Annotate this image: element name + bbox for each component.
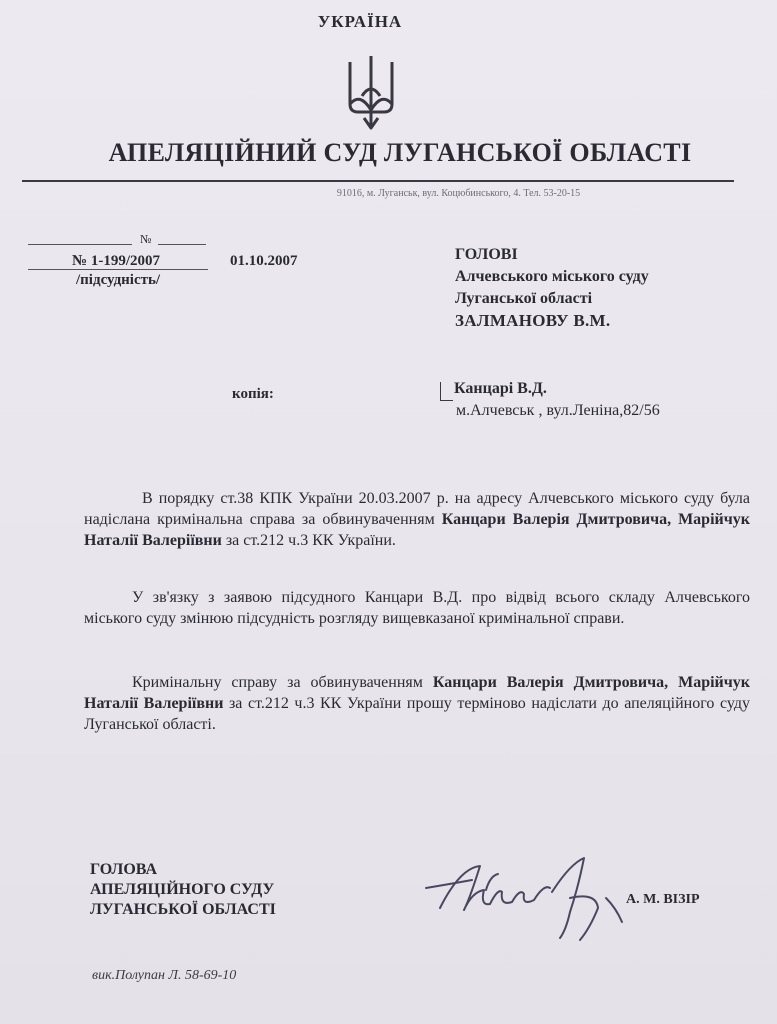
blank-line — [28, 243, 132, 245]
reference-number: № 1-199/2007 — [72, 253, 160, 269]
signatory-title-line2: АПЕЛЯЦІЙНОГО СУДУ — [90, 881, 275, 898]
body-paragraph-2: У зв'язку з заявою підсудного Канцари В.Д. про відвід всього складу Алчевського міського суду змінюю підсудність розгляду вищевказаної кримінальної справи. — [84, 589, 750, 627]
copy-recipient — [440, 378, 660, 422]
addressee-line1: ГОЛОВІ — [455, 246, 518, 263]
signatory-title-line3: ЛУГАНСЬКОЇ ОБЛАСТІ — [90, 901, 276, 918]
signatory-title — [90, 860, 276, 920]
coat-of-arms-icon — [342, 52, 400, 132]
executor-note: вик.Полупан Л. 58-69-10 — [92, 968, 237, 983]
addressee-line2: Алчевського міського суду — [455, 268, 649, 285]
defendant-names: Канцари Валерія Дмитровича, Марійчук Наталії Валеріївни — [84, 674, 751, 712]
body-paragraph-1 — [84, 488, 750, 551]
copy-recipient-name: Канцарі В.Д. — [454, 380, 547, 397]
reference-subject: /підсудність/ — [76, 272, 161, 288]
number-label: № — [140, 232, 152, 246]
copy-label: копія: — [232, 386, 274, 402]
signatory-title-line1: ГОЛОВА — [90, 861, 158, 878]
paragraph-text: В порядку ст.38 КПК України 20.03.2007 р. на адресу Алчевського міського суду була надіслана кримінальна справа за обвинуваченням — [84, 490, 750, 528]
defendant-names: Канцари Валерія Дмитровича, Марійчук Наталії Валеріївни — [84, 511, 750, 549]
body-paragraph-3 — [84, 672, 750, 735]
paragraph-text: за ст.212 ч.3 КК України прошу терміново надіслати до апеляційного суду Луганської області. — [84, 695, 750, 733]
addressee-name: ЗАЛМАНОВУ В.М. — [455, 311, 611, 330]
court-address: 91016, м. Луганськ, вул. Коцюбинського, 4. Тел. 53-20-15 — [336, 188, 581, 199]
document-date: 01.10.2007 — [230, 253, 298, 269]
copy-recipient-address: м.Алчевськ , вул.Леніна,82/56 — [456, 402, 660, 419]
header-divider — [22, 180, 734, 182]
addressee-line3: Луганської області — [455, 290, 593, 307]
handwritten-signature — [420, 848, 640, 948]
blank-line — [158, 243, 206, 245]
court-name: АПЕЛЯЦІЙНИЙ СУД ЛУГАНСЬКОЇ ОБЛАСТІ — [108, 138, 692, 167]
signer-name: А. М. ВІЗІР — [626, 892, 700, 907]
paragraph-text: Кримінальну справу за обвинуваченням — [132, 674, 433, 691]
paragraph-text: за ст.212 ч.3 КК України. — [221, 532, 396, 549]
addressee-block — [455, 244, 649, 332]
country-heading: УКРАЇНА — [317, 12, 403, 31]
